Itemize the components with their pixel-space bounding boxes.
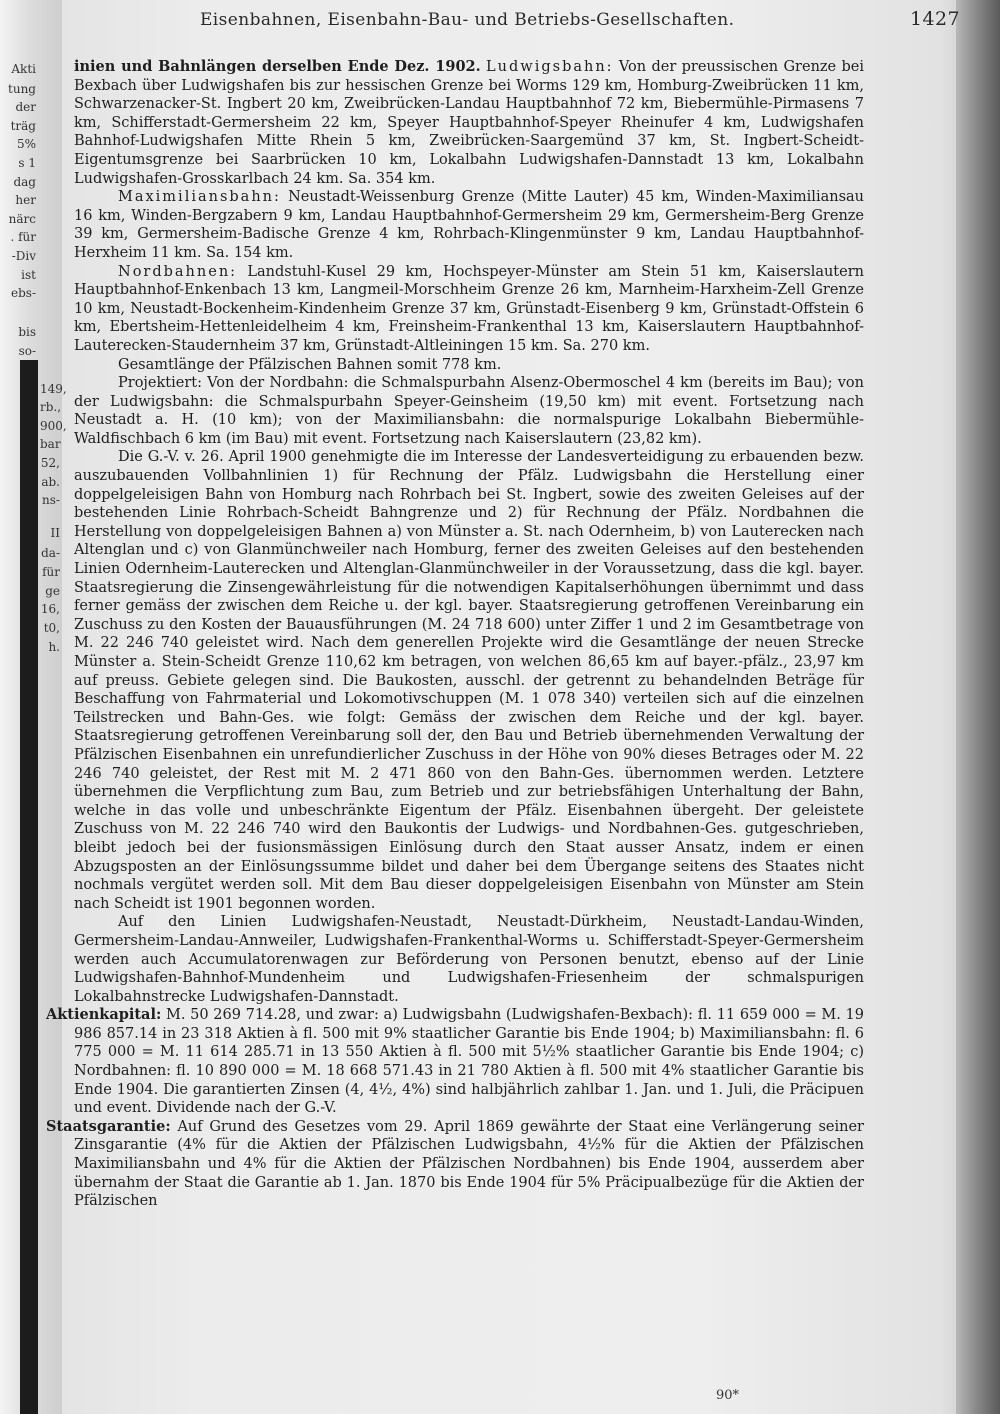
margin-fragment: dag — [13, 175, 36, 189]
margin-fragment: 52, — [40, 456, 60, 470]
railway-name: Nordbahnen: — [118, 263, 238, 280]
paragraph-aktienkapital — [46, 1006, 864, 1118]
railway-name: Maximiliansbahn: — [118, 189, 281, 206]
section-heading: Aktienkapital: — [46, 1006, 162, 1024]
margin-fragment: Akti — [11, 62, 36, 76]
paragraph-projektiert — [74, 374, 864, 448]
margin-fragment: her — [15, 193, 36, 207]
right-page-edge — [956, 0, 1000, 1414]
margin-fragment: für — [42, 565, 60, 579]
printer-signature: 90* — [716, 1388, 740, 1403]
paragraph-gesamtlaenge — [74, 356, 864, 375]
margin-fragment: 5% — [16, 137, 36, 151]
margin-fragment: bar — [40, 437, 61, 451]
paragraph-gv-1900 — [74, 448, 864, 913]
paragraph-text: Gesamtlänge der Pfälzischen Bahnen somit 778 km. — [118, 356, 502, 373]
margin-fragment: 149, — [40, 382, 67, 396]
paragraph-staatsgarantie — [46, 1118, 864, 1211]
margin-fragment: ab. — [41, 475, 60, 489]
margin-fragment: närc — [8, 212, 36, 226]
running-header — [200, 8, 960, 38]
margin-fragment: 16, — [40, 602, 60, 616]
paragraph-text: Landstuhl-Kusel 29 km, Hochspeyer-Münster am Stein 51 km, Kaiserslautern Hauptbahnhof-Enkenbach 13 km, Langmeil-Morschheim Grenze 26 km, Marnheim-Harxheim-Zell Grenze 10 km, Neustadt-Bockenheim-Kindenheim Grenze 37 km, Grünstadt-Eisenberg 9 km, Grünstadt-Offstein 6 km, Ebertsheim-Hettenleidelheim 4 km, Freinsheim-Frankenthal 13 km, Kaiserslautern Hauptbahnhof-Lauterecken-Staudernheim 37 km, Grünstadt-Altleiningen 15 km. Sa. 270 km. — [74, 263, 864, 354]
margin-fragment: II — [50, 526, 60, 540]
railway-name: Ludwigsbahn: — [486, 59, 614, 75]
paragraph-nordbahnen — [74, 263, 864, 356]
paragraph-text: Auf Grund des Gesetzes vom 29. April 1869 gewährte der Staat eine Verlängerung seiner Zinsgarantie (4% für die Aktien der Pfälzischen Ludwigsbahn, 4½% für die Aktien der Pfälzischen Maximiliansbahn und 4% für die Aktien der Pfälzischen Nordbahnen) bis Ende 1904, ausserdem aber übernahm der Staat die Garantie ab 1. Jan. 1870 bis Ende 1904 für 5% Präcipualbezüge für die Aktien der Pfälzischen — [74, 1118, 864, 1210]
paragraph-maximiliansbahn — [74, 188, 864, 262]
margin-fragment: ist — [21, 268, 36, 282]
margin-fragment: da- — [41, 546, 60, 560]
paragraph-text: Auf den Linien Ludwigshafen-Neustadt, Neustadt-Dürkheim, Neustadt-Landau-Winden, Germersheim-Landau-Annweiler, Ludwigshafen-Frankenthal-Worms u. Schifferstadt-Speyer-Germersheim werden auch Accumulatorenwagen zur Beförderung von Personen benutzt, ebenso auf der Linie Ludwigshafen-Bahnhof-Mundenheim und Ludwigshafen-Friesenheim der schmalspurigen Lokalbahnstrecke Ludwigshafen-Dannstadt. — [74, 914, 864, 1005]
section-heading: inien und Bahnlängen derselben Ende Dez. 1902. — [74, 58, 481, 75]
margin-fragment: h. — [48, 640, 60, 654]
binding-shadow — [20, 360, 38, 1414]
margin-fragment: ns- — [42, 493, 60, 507]
margin-fragment: s 1 — [18, 156, 36, 170]
margin-fragment: bis — [18, 325, 36, 339]
margin-fragment: t0, — [43, 621, 60, 635]
margin-fragment: 900, — [40, 419, 67, 433]
paragraph-text: Projektiert: Von der Nordbahn: die Schmalspurbahn Alsenz-Obermoschel 4 km (bereits im Bau); von der Ludwigsbahn: die Schmalspurbahn Speyer-Geinsheim (19,50 km) mit event. Fortsetzung nach Neustadt a. H. (10 km); von der Maximiliansbahn: die normalspurige Lokalbahn Biebermühle-Waldfischbach 6 km (im Bau) mit event. Fortsetzung nach Kaiserslautern (23,82 km). — [74, 375, 864, 447]
paragraph-text: Von der preussischen Grenze bei Bexbach über Ludwigshafen bis zur hessischen Grenze bei Worms 129 km, Homburg-Zweibrücken 11 km, Schwarzenacker-St. Ingbert 20 km, Zweibrücken-Landau Hauptbahnhof 72 km, Biebermühle-Pirmasens 7 km, Schifferstadt-Germersheim 22 km, Speyer Hauptbahnhof-Speyer Rheinufer 4 km, Ludwigshafen Bahnhof-Ludwigshafen Mitte Rhein 5 km, Zweibrücken-Saargemünd 37 km, St. Ingbert-Scheidt-Eigentumsgrenze bei Saarbrücken 10 km, Lokalbahn Ludwigshafen-Dannstadt 13 km, Lokalbahn Ludwigshafen-Grosskarlbach 24 km. Sa. 354 km. — [74, 59, 864, 187]
section-heading: Staatsgarantie: — [46, 1117, 171, 1135]
paragraph-text: Die G.-V. v. 26. April 1900 genehmigte die im Interesse der Landesverteidigung zu erbauenden bezw. auszubauenden Vollbahnlinien 1) für Rechnung der Pfälz. Ludwigsbahn die Herstellung einer doppelgeleisigen Bahn von Homburg nach Rohrbach bei St. Ingbert, sowie des zweiten Geleises auf der bestehenden Linie Rohrbach-Scheidt Bahngrenze und 2) für Rechnung der Pfälz. Nordbahnen die Herstellung von doppelgeleisigen Bahnen a) von Münster a. St. nach Odernheim, b) von Lauterecken nach Altenglan und c) von Glanmünchweiler nach Homburg, ferner des zweiten Geleises auf den bestehenden Linien Odernheim-Lauterecken und Altenglan-Glanmünchweiler in der Voraussetzung, dass die kgl. bayer. Staatsregierung die Zinsengewährleistung für die notwendigen Kapitalserhöhungen übernimmt und dass ferner gemäss der zwischen dem Reiche u. der kgl. bayer. Staatsregierung getroffenen Vereinbarung ein Zuschuss zu den Kosten der Bauausführungen (M. 24 718 600) unter Ziffer 1 und 2 im Gesamtbetrage von M. 22 246 740 geleistet wird. Nach dem generellen Projekte wird die Gesamtlänge der neuen Strecke Münster a. Stein-Scheidt Grenze 110,62 km betragen, von welchen 86,65 km auf bayer.-pfälz., 23,97 km auf preuss. Gebiete gelegen sind. Die Baukosten, ausschl. der getrennt zu behandelnden Beträge für Beschaffung von Fahrmaterial und Lokomotivschuppen (M. 1 078 340) verteilen sich auf die einzelnen Teilstrecken und Bahn-Ges. wie folgt: Gemäss der zwischen dem Reiche und der kgl. bayer. Staatsregierung getroffenen Vereinbarung soll der, den Bau und Betrieb übernehmenden Verwaltung der Pfälzischen Eisenbahnen ein unrefundierlicher Zuschuss in der Höhe von 90% dieses Betrages oder M. 22 246 740 geleistet, der Rest mit M. 2 471 860 von den Bahn-Ges. übernommen werden. Letztere übernehmen die Verpflichtung zum Bau, zum Betrieb und zur betriebsfähigen Unterhaltung der Bahn, welche in das volle und unbeschränkte Eigentum der Pfälz. Eisenbahnen übergeht. Der geleistete Zuschuss von M. 22 246 740 wird den Baukontis der Ludwigs- und Nordbahnen-Ges. gutgeschrieben, bleibt jedoch bei der fusionsmässigen Einlösung durch den Staat ausser Ansatz, indem er einen Abzugsposten an der Einlösungssumme bildet und daher bei dem Übergange seitens des Staates nicht nochmals vergütet werden soll. Mit dem Bau dieser doppelgeleisigen Eisenbahn von Münster am Stein nach Scheidt ist 1901 begonnen worden. — [74, 449, 864, 912]
paragraph-accumulatorenwagen — [74, 913, 864, 1006]
margin-fragment: -Div — [11, 249, 36, 263]
header-title: Eisenbahnen, Eisenbahn-Bau- und Betriebs-Gesellschaften. — [200, 10, 735, 30]
margin-fragment: träg — [10, 119, 36, 133]
paragraph-ludwigsbahn — [74, 58, 864, 188]
margin-fragment: rb., — [40, 400, 62, 414]
paragraph-text: M. 50 269 714.28, und zwar: a) Ludwigsbahn (Ludwigshafen-Bexbach): fl. 11 659 000 = M. 19 986 857.14 in 23 318 Aktien à fl. 500 mit 9% staatlicher Garantie bis Ende 1904; b) Maximiliansbahn: fl. 6 775 000 = M. 11 614 285.71 in 13 550 Aktien à fl. 500 mit 5½% staatlicher Garantie bis Ende 1904; c) Nordbahnen: fl. 10 890 000 = M. 18 668 571.43 in 21 780 Aktien à fl. 500 mit 4% staatlicher Garantie bis Ende 1904. Die garantierten Zinsen (4, 4½, 4%) sind halbjährlich zahlbar 1. Jan. und 1. Juli, die Präcipuen und event. Dividende nach der G.-V. — [74, 1007, 864, 1117]
margin-fragment: so- — [18, 344, 36, 358]
paragraph-text: Neustadt-Weissenburg Grenze (Mitte Lauter) 45 km, Winden-Maximiliansau 16 km, Winden-Bergzabern 9 km, Landau Hauptbahnhof-Germersheim 29 km, Germersheim-Berg Grenze 39 km, Germersheim-Badische Grenze 4 km, Rohrbach-Klingenmünster 9 km, Landau Hauptbahnhof-Herxheim 11 km. Sa. 154 km. — [74, 189, 864, 261]
page-number: 1427 — [910, 8, 960, 30]
margin-fragment: ge — [45, 584, 60, 598]
margin-fragment: . für — [10, 230, 36, 244]
margin-fragment: der — [15, 100, 36, 114]
margin-fragment: ebs- — [11, 286, 36, 300]
margin-fragment: tung — [8, 82, 36, 96]
